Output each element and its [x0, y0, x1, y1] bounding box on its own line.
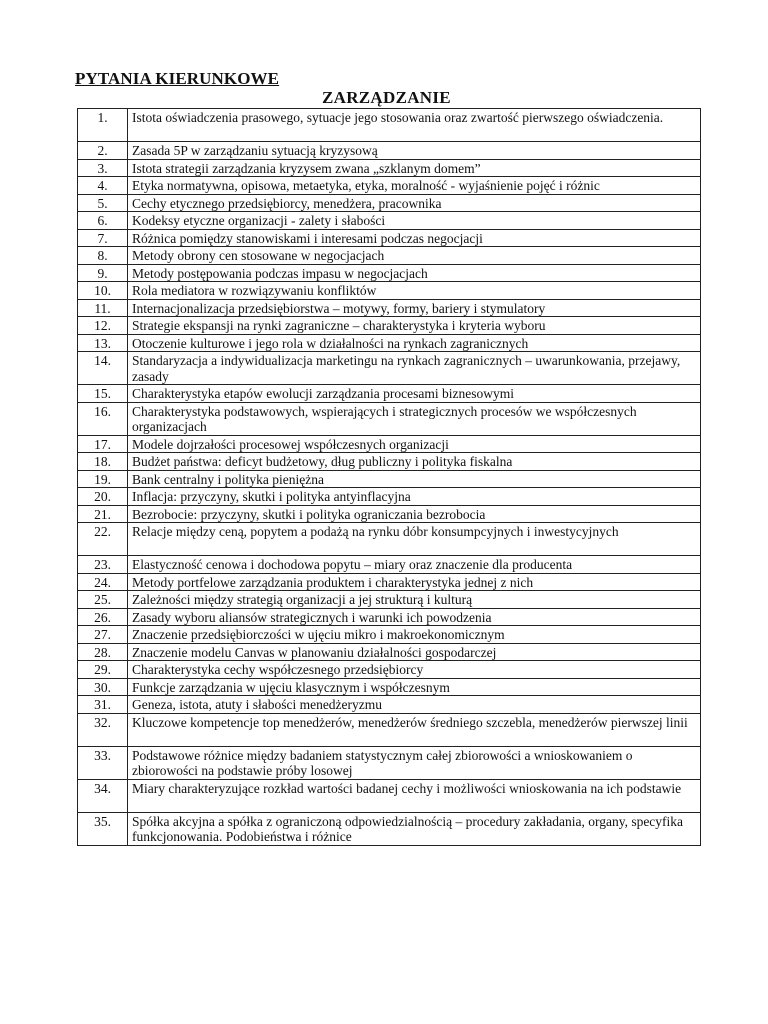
question-row [78, 159, 701, 177]
questions-table-body [78, 109, 701, 846]
question-number: 22. [78, 523, 128, 556]
question-row [78, 643, 701, 661]
question-row [78, 334, 701, 352]
question-row [78, 779, 701, 812]
question-row [78, 556, 701, 574]
question-text: Elastyczność cenowa i dochodowa popytu – miary oraz znaczenie dla producenta [128, 556, 701, 574]
question-number: 35. [78, 812, 128, 845]
question-text: Rola mediatora w rozwiązywaniu konfliktów [128, 282, 701, 300]
question-text: Znaczenie modelu Canvas w planowaniu działalności gospodarczej [128, 643, 701, 661]
question-row [78, 142, 701, 160]
question-row [78, 247, 701, 265]
question-number: 34. [78, 779, 128, 812]
question-text: Znaczenie przedsiębiorczości w ujęciu mikro i makroekonomicznym [128, 626, 701, 644]
document-heading: PYTANIA KIERUNKOWE [75, 69, 280, 88]
question-text: Otoczenie kulturowe i jego rola w działalności na rynkach zagranicznych [128, 334, 701, 352]
question-number: 3. [78, 159, 128, 177]
question-text: Podstawowe różnice między badaniem statystycznym całej zbiorowości a wnioskowaniem o zbiorowości na podstawie próby losowej [128, 746, 701, 779]
question-row [78, 523, 701, 556]
question-row [78, 453, 701, 471]
question-row [78, 505, 701, 523]
question-number: 33. [78, 746, 128, 779]
question-number: 4. [78, 177, 128, 195]
question-row [78, 746, 701, 779]
question-number: 32. [78, 713, 128, 746]
question-text: Charakterystyka podstawowych, wspierających i strategicznych procesów we współczesnych organizacjach [128, 402, 701, 435]
question-text: Istota strategii zarządzania kryzysem zwana „szklanym domem” [128, 159, 701, 177]
question-number: 24. [78, 573, 128, 591]
question-number: 21. [78, 505, 128, 523]
question-number: 6. [78, 212, 128, 230]
question-number: 8. [78, 247, 128, 265]
question-text: Zależności między strategią organizacji a jej strukturą i kulturą [128, 591, 701, 609]
question-text: Funkcje zarządzania w ujęciu klasycznym i współczesnym [128, 678, 701, 696]
question-text: Strategie ekspansji na rynki zagraniczne – charakterystyka i kryteria wyboru [128, 317, 701, 335]
question-number: 17. [78, 435, 128, 453]
question-text: Bank centralny i polityka pieniężna [128, 470, 701, 488]
question-text: Standaryzacja a indywidualizacja marketingu na rynkach zagranicznych – uwarunkowania, przejawy, zasady [128, 352, 701, 385]
question-row [78, 299, 701, 317]
question-text: Metody obrony cen stosowane w negocjacjach [128, 247, 701, 265]
question-number: 13. [78, 334, 128, 352]
question-number: 9. [78, 264, 128, 282]
question-number: 1. [78, 109, 128, 142]
questions-table [77, 108, 701, 846]
question-text: Istota oświadczenia prasowego, sytuacje jego stosowania oraz zwartość pierwszego oświadczenia. [128, 109, 701, 142]
question-row [78, 352, 701, 385]
question-text: Geneza, istota, atuty i słabości menedżeryzmu [128, 696, 701, 714]
question-number: 30. [78, 678, 128, 696]
question-row [78, 713, 701, 746]
question-number: 10. [78, 282, 128, 300]
question-text: Charakterystyka etapów ewolucji zarządzania procesami biznesowymi [128, 385, 701, 403]
question-row [78, 488, 701, 506]
question-row [78, 470, 701, 488]
question-text: Internacjonalizacja przedsiębiorstwa – motywy, formy, bariery i stymulatory [128, 299, 701, 317]
question-text: Różnica pomiędzy stanowiskami i interesami podczas negocjacji [128, 229, 701, 247]
question-number: 23. [78, 556, 128, 574]
question-number: 7. [78, 229, 128, 247]
question-row [78, 194, 701, 212]
question-number: 31. [78, 696, 128, 714]
question-row [78, 177, 701, 195]
question-row [78, 109, 701, 142]
question-text: Bezrobocie: przyczyny, skutki i polityka ograniczania bezrobocia [128, 505, 701, 523]
question-text: Spółka akcyjna a spółka z ograniczoną odpowiedzialnością – procedury zakładania, organy, specyfika funkcjonowania. Podobieństwa i różnice [128, 812, 701, 845]
question-text: Etyka normatywna, opisowa, metaetyka, etyka, moralność - wyjaśnienie pojęć i różnic [128, 177, 701, 195]
question-text: Charakterystyka cechy współczesnego przedsiębiorcy [128, 661, 701, 679]
question-number: 2. [78, 142, 128, 160]
question-number: 18. [78, 453, 128, 471]
question-number: 19. [78, 470, 128, 488]
question-row [78, 317, 701, 335]
question-row [78, 696, 701, 714]
question-number: 26. [78, 608, 128, 626]
question-text: Zasada 5P w zarządzaniu sytuacją kryzysową [128, 142, 701, 160]
question-number: 25. [78, 591, 128, 609]
question-row [78, 229, 701, 247]
question-row [78, 212, 701, 230]
question-text: Relacje między ceną, popytem a podażą na rynku dóbr konsumpcyjnych i inwestycyjnych [128, 523, 701, 556]
question-text: Metody postępowania podczas impasu w negocjacjach [128, 264, 701, 282]
question-row [78, 591, 701, 609]
question-number: 12. [78, 317, 128, 335]
question-text: Zasady wyboru aliansów strategicznych i warunki ich powodzenia [128, 608, 701, 626]
question-row [78, 282, 701, 300]
question-row [78, 626, 701, 644]
question-row [78, 264, 701, 282]
question-number: 20. [78, 488, 128, 506]
question-text: Kluczowe kompetencje top menedżerów, menedżerów średniego szczebla, menedżerów pierwszej linii [128, 713, 701, 746]
question-number: 5. [78, 194, 128, 212]
question-text: Cechy etycznego przedsiębiorcy, menedżera, pracownika [128, 194, 701, 212]
question-text: Modele dojrzałości procesowej współczesnych organizacji [128, 435, 701, 453]
question-row [78, 435, 701, 453]
question-row [78, 402, 701, 435]
question-text: Budżet państwa: deficyt budżetowy, dług publiczny i polityka fiskalna [128, 453, 701, 471]
question-text: Kodeksy etyczne organizacji - zalety i słabości [128, 212, 701, 230]
question-number: 14. [78, 352, 128, 385]
question-text: Inflacja: przyczyny, skutki i polityka antyinflacyjna [128, 488, 701, 506]
question-number: 29. [78, 661, 128, 679]
question-row [78, 573, 701, 591]
question-row [78, 608, 701, 626]
question-row [78, 678, 701, 696]
question-number: 27. [78, 626, 128, 644]
document-subject-title: ZARZĄDZANIE [322, 88, 451, 107]
question-number: 15. [78, 385, 128, 403]
question-row [78, 385, 701, 403]
question-number: 28. [78, 643, 128, 661]
question-number: 16. [78, 402, 128, 435]
question-row [78, 812, 701, 845]
question-row [78, 661, 701, 679]
question-number: 11. [78, 299, 128, 317]
question-text: Miary charakteryzujące rozkład wartości badanej cechy i możliwości wnioskowania na ich podstawie [128, 779, 701, 812]
question-text: Metody portfelowe zarządzania produktem i charakterystyka jednej z nich [128, 573, 701, 591]
